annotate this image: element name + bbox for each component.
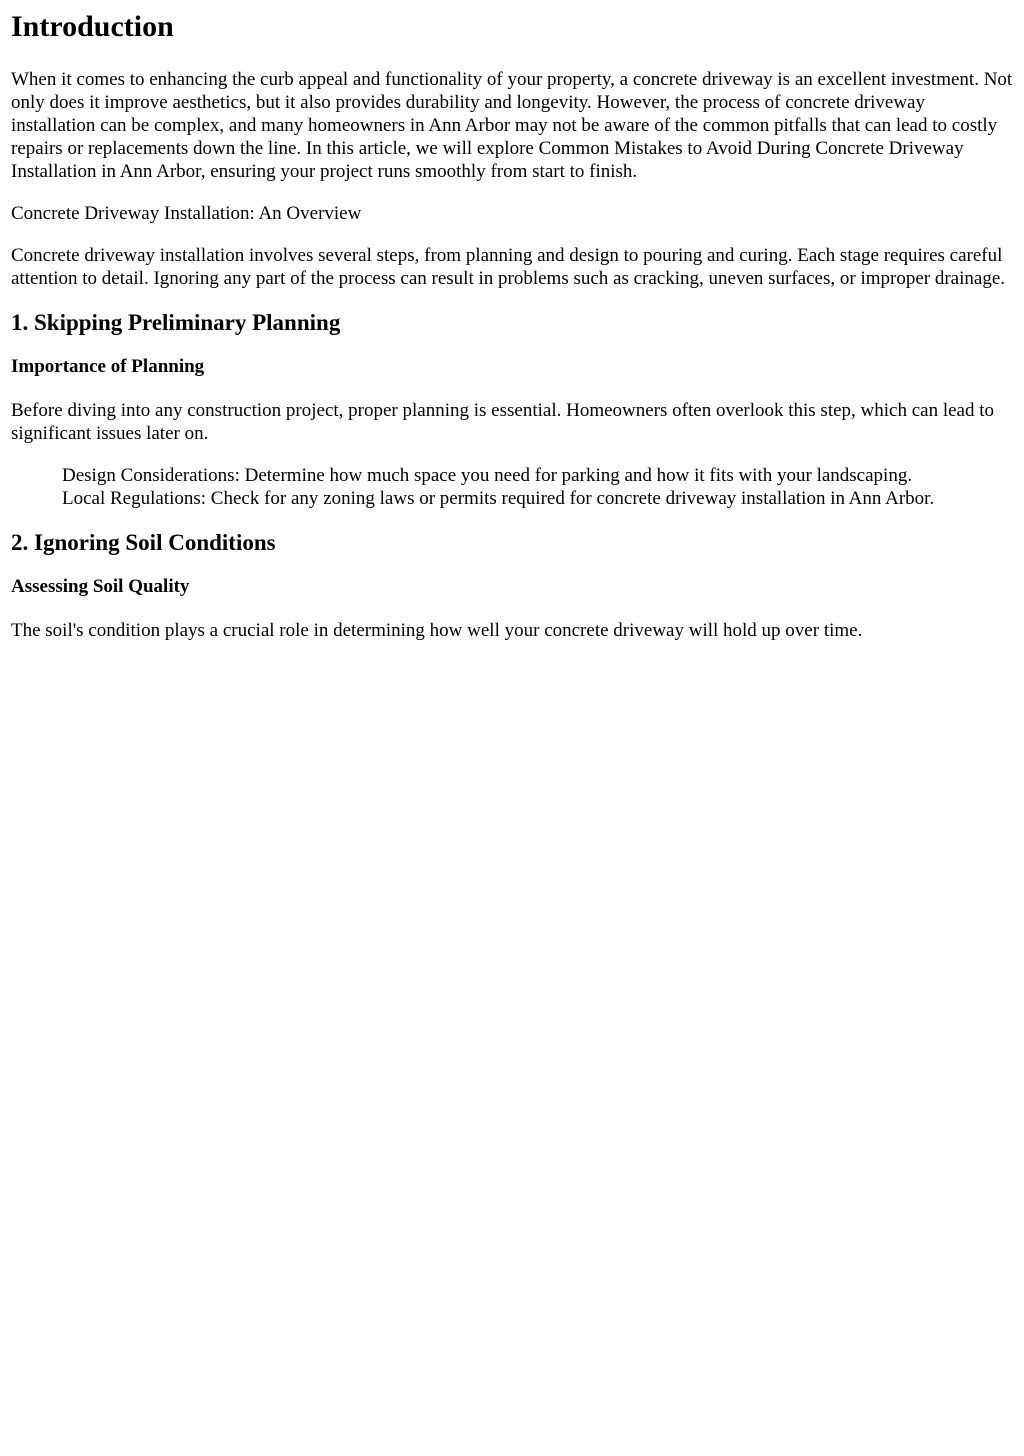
section-subheading: Importance of Planning bbox=[11, 356, 205, 377]
section-subheading: Assessing Soil Quality bbox=[11, 576, 190, 597]
overview-paragraph: Concrete driveway installation involves several steps, from planning and design to pouring and curing. Each stage requires careful attention to detail. Ignoring any part of the process can result in problems such as cracking, uneven surfaces, or improper drainage. bbox=[11, 245, 1006, 289]
page-title: Introduction bbox=[11, 10, 174, 43]
intro-paragraph: When it comes to enhancing the curb appeal and functionality of your property, a concrete driveway is an excellent investment. Not only does it improve aesthetics, but it also provides durability and longevity. However, the process of concrete driveway installation can be complex, and many homeowners in Ann Arbor may not be aware of the common pitfalls that can lead to costly repairs or replacements down the line. In this article, we will explore Common Mistakes to Avoid During Concrete Driveway Installation in Ann Arbor, ensuring your project runs smoothly from start to finish. bbox=[11, 69, 1013, 182]
section-paragraph: The soil's condition plays a crucial role in determining how well your concrete driveway will hold up over time. bbox=[11, 620, 863, 641]
list-item: Design Considerations: Determine how much space you need for parking and how it fits with your landscaping. bbox=[62, 465, 913, 486]
section-paragraph: Before diving into any construction project, proper planning is essential. Homeowners often overlook this step, which can lead to significant issues later on. bbox=[11, 400, 995, 444]
planning-list bbox=[11, 464, 1013, 510]
article bbox=[0, 10, 1024, 642]
overview-heading: Concrete Driveway Installation: An Overview bbox=[11, 203, 362, 224]
section-heading: 2. Ignoring Soil Conditions bbox=[11, 530, 276, 555]
list-item: Local Regulations: Check for any zoning laws or permits required for concrete driveway installation in Ann Arbor. bbox=[62, 488, 935, 509]
section-heading: 1. Skipping Preliminary Planning bbox=[11, 310, 341, 335]
